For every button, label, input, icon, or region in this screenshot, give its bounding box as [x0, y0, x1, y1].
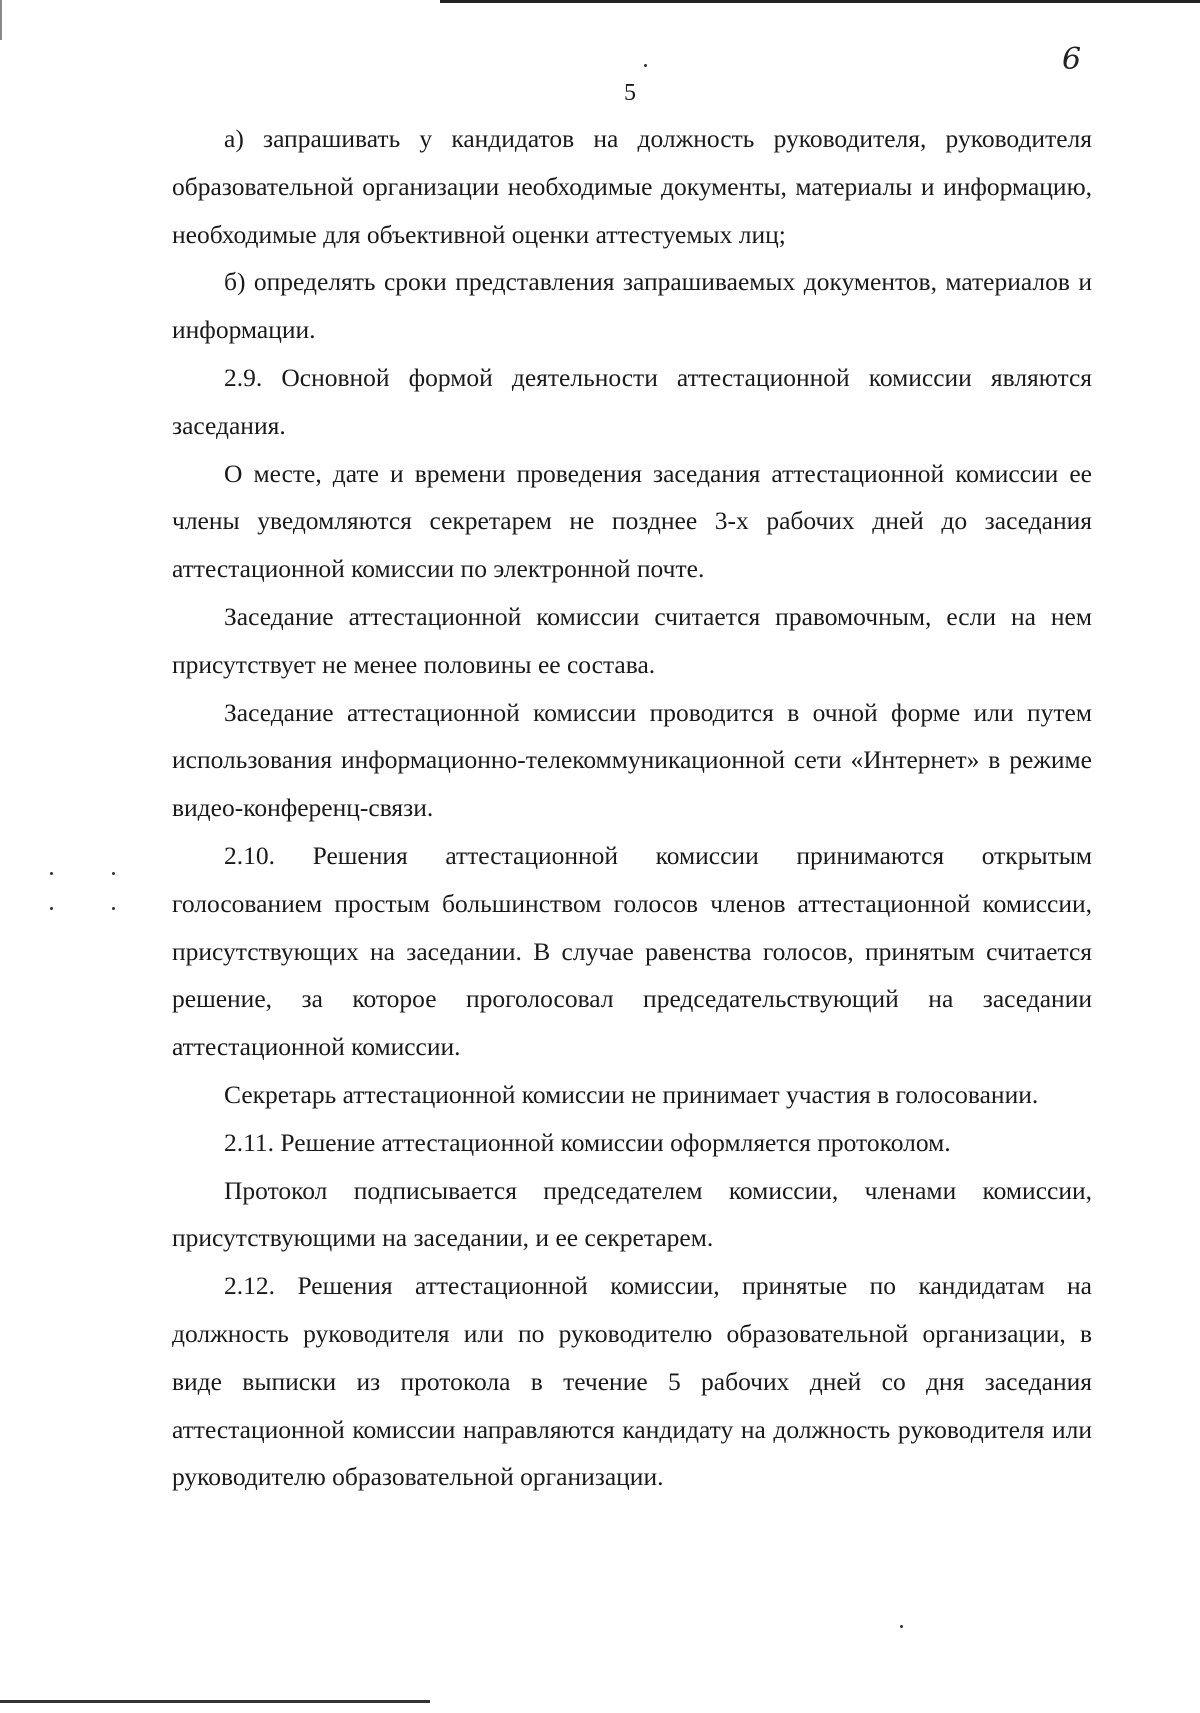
document-body [172, 115, 1092, 1501]
top-scan-border [440, 0, 1200, 3]
scan-speck [112, 872, 115, 875]
paragraph: б) определять сроки представления запрашиваемых документов, материалов и информации. [172, 267, 1092, 345]
paragraph: Секретарь аттестационной комиссии не принимает участия в голосовании. [224, 1079, 1039, 1109]
scan-speck [644, 64, 647, 67]
paragraph: Заседание аттестационной комиссии проводится в очной форме или путем использования информационно-телекоммуникационной сети «Интернет» в режиме видео-конференц-связи. [172, 697, 1092, 823]
handwritten-page-number: 6 [1062, 42, 1082, 77]
paragraph: Протокол подписывается председателем комиссии, членами комиссии, присутствующими на заседании, и ее секретарем. [172, 1175, 1092, 1253]
paragraph: 2.12. Решения аттестационной комиссии, принятые по кандидатам на должность руководителя или по руководителю образовательной организации, в виде выписки из протокола в течение 5 рабочих дней со дня заседания аттестационной комиссии направляются кандидату на должность руководителя или руководителю образовательной организации. [172, 1271, 1092, 1492]
paragraph: Заседание аттестационной комиссии считается правомочным, если на нем присутствует не менее половины ее состава. [172, 601, 1092, 679]
paragraph: 2.11. Решение аттестационной комиссии оформляется протоколом. [224, 1127, 951, 1157]
scan-speck [900, 1625, 903, 1628]
scan-speck [50, 872, 53, 875]
paragraph: О месте, дате и времени проведения заседания аттестационной комиссии ее члены уведомляются секретарем не позднее 3-х рабочих дней до заседания аттестационной комиссии по электронной почте. [172, 458, 1092, 584]
scan-speck [112, 907, 115, 910]
paragraph: 2.9. Основной формой деятельности аттестационной комиссии являются заседания. [172, 362, 1092, 440]
left-scan-edge [0, 0, 2, 40]
paragraph: 2.10. Решения аттестационной комиссии принимаются открытым голосованием простым большинством голосов членов аттестационной комиссии, присутствующих на заседании. В случае равенства голосов, принятым считается решение, за которое проголосовал председательствующий на заседании аттестационной комиссии. [172, 840, 1092, 1062]
paragraph: а) запрашивать у кандидатов на должность руководителя, руководителя образовательной организации необходимые документы, материалы и информацию, необходимые для объективной оценки аттестуемых лиц; [172, 124, 1092, 249]
scan-speck [50, 907, 53, 910]
page-number: 5 [624, 80, 636, 106]
bottom-scan-border [0, 1700, 430, 1703]
